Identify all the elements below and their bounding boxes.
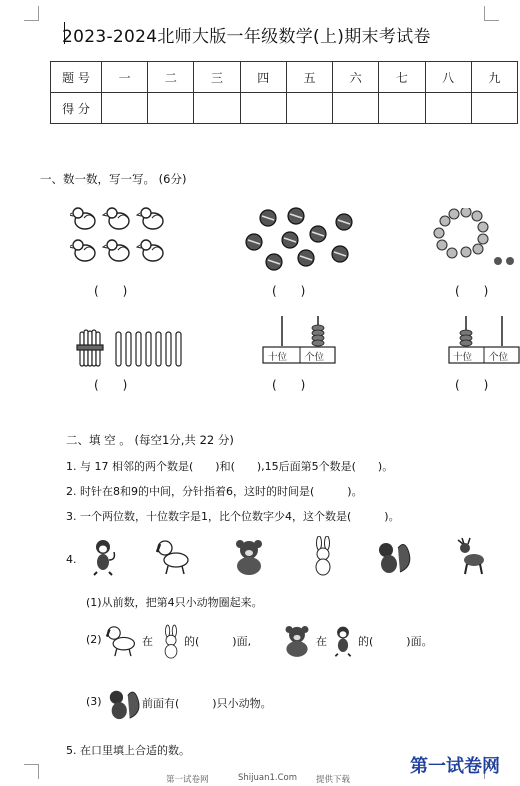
bird-icon: [103, 240, 129, 261]
bird-icon: [70, 240, 95, 261]
score-cell[interactable]: [286, 93, 332, 124]
answer-blank[interactable]: ( ): [272, 284, 306, 298]
section-2-heading: 二、填 空 。 (每空1分,共 22 分): [66, 433, 234, 447]
score-col-7: 七: [379, 62, 425, 93]
bird-icon: [70, 208, 95, 229]
beads-illustration: [430, 208, 520, 268]
answer-blank[interactable]: ( ): [455, 378, 489, 392]
rabbit-icon: [310, 536, 336, 576]
dog-icon: [156, 538, 192, 576]
footer-site-url[interactable]: Shijuan1.Com: [238, 773, 298, 783]
single-sticks-icon: [116, 332, 181, 366]
question-5: 5. 在口里填上合适的数。: [66, 744, 190, 757]
tens-place-label: 十位: [453, 352, 473, 363]
score-col-5: 五: [286, 62, 332, 93]
monkey-icon: [90, 538, 116, 576]
score-cell[interactable]: [425, 93, 471, 124]
monkey-icon: [332, 624, 354, 658]
question-4-2-blank-2[interactable]: 的( )面。: [358, 635, 433, 648]
score-cell[interactable]: [471, 93, 517, 124]
score-table-header-row: [51, 62, 518, 93]
score-cell[interactable]: [240, 93, 286, 124]
question-1: 1. 与 17 相邻的两个数是( )和( ),15后面第5个数是( )。: [66, 460, 394, 473]
score-cell[interactable]: [148, 93, 194, 124]
score-cell[interactable]: [379, 93, 425, 124]
corner-mark-top-left: [24, 6, 39, 21]
bird-icon: [103, 208, 129, 229]
question-4-2-number: (2): [86, 633, 102, 646]
brand-watermark: 第一试卷网: [410, 756, 500, 777]
question-4-2-blank-1[interactable]: 的( )面,: [184, 635, 252, 648]
tens-place-label: 十位: [268, 352, 288, 363]
stick-bundle-icon: [77, 330, 103, 366]
score-col-9: 九: [471, 62, 517, 93]
score-table-score-row: [51, 93, 518, 124]
corner-mark-top-right: [484, 6, 499, 21]
score-col-4: 四: [240, 62, 286, 93]
answer-blank[interactable]: ( ): [455, 284, 489, 298]
footer-site-name: 第一试卷网: [166, 775, 209, 785]
score-table: [50, 61, 518, 124]
deer-icon: [454, 536, 486, 576]
score-cell[interactable]: [194, 93, 240, 124]
score-col-8: 八: [425, 62, 471, 93]
section-1-heading: 一、数一数，写一写。 (6分): [40, 172, 187, 186]
question-2: 2. 时针在8和9的中间，分针指着6，这时的时间是( )。: [66, 485, 363, 498]
bird-icon: [137, 208, 163, 229]
balls-illustration: [244, 206, 356, 272]
page-title: 2023-2024北师大版一年级数学(上)期末考试卷: [62, 27, 431, 47]
footer-download: 提供下载: [316, 775, 351, 785]
squirrel-icon: [106, 686, 142, 722]
answer-blank[interactable]: ( ): [94, 284, 128, 298]
score-col-3: 三: [194, 62, 240, 93]
ones-place-label: 个位: [305, 352, 325, 363]
score-col-1: 一: [102, 62, 148, 93]
score-cell[interactable]: [333, 93, 379, 124]
birds-illustration: [70, 204, 174, 270]
question-4-3: 前面有( )只小动物。: [142, 697, 272, 710]
bird-icon: [137, 240, 163, 261]
score-table-row-label: 得 分: [51, 93, 102, 124]
bear-icon: [282, 624, 312, 658]
answer-blank[interactable]: ( ): [272, 378, 306, 392]
score-cell[interactable]: [102, 93, 148, 124]
ones-place-label: 个位: [489, 352, 509, 363]
squirrel-icon: [376, 538, 412, 576]
question-4-2-zai: 在: [316, 635, 327, 648]
corner-mark-bottom-left: [24, 764, 39, 779]
dog-icon: [106, 624, 138, 658]
bear-icon: [232, 538, 266, 576]
question-4-number: 4.: [66, 553, 77, 566]
rabbit-icon: [160, 624, 182, 660]
score-table-row-label: 题 号: [51, 62, 102, 93]
score-col-2: 二: [148, 62, 194, 93]
question-4-2-zai: 在: [142, 635, 153, 648]
question-4-3-number: (3): [86, 695, 102, 708]
sticks-illustration: [76, 328, 190, 370]
answer-blank[interactable]: ( ): [94, 378, 128, 392]
score-col-6: 六: [333, 62, 379, 93]
question-4-1: (1)从前数，把第4只小动物圈起来。: [86, 596, 263, 609]
question-3: 3. 一个两位数，十位数字是1，比个位数字少4，这个数是( )。: [66, 510, 400, 523]
